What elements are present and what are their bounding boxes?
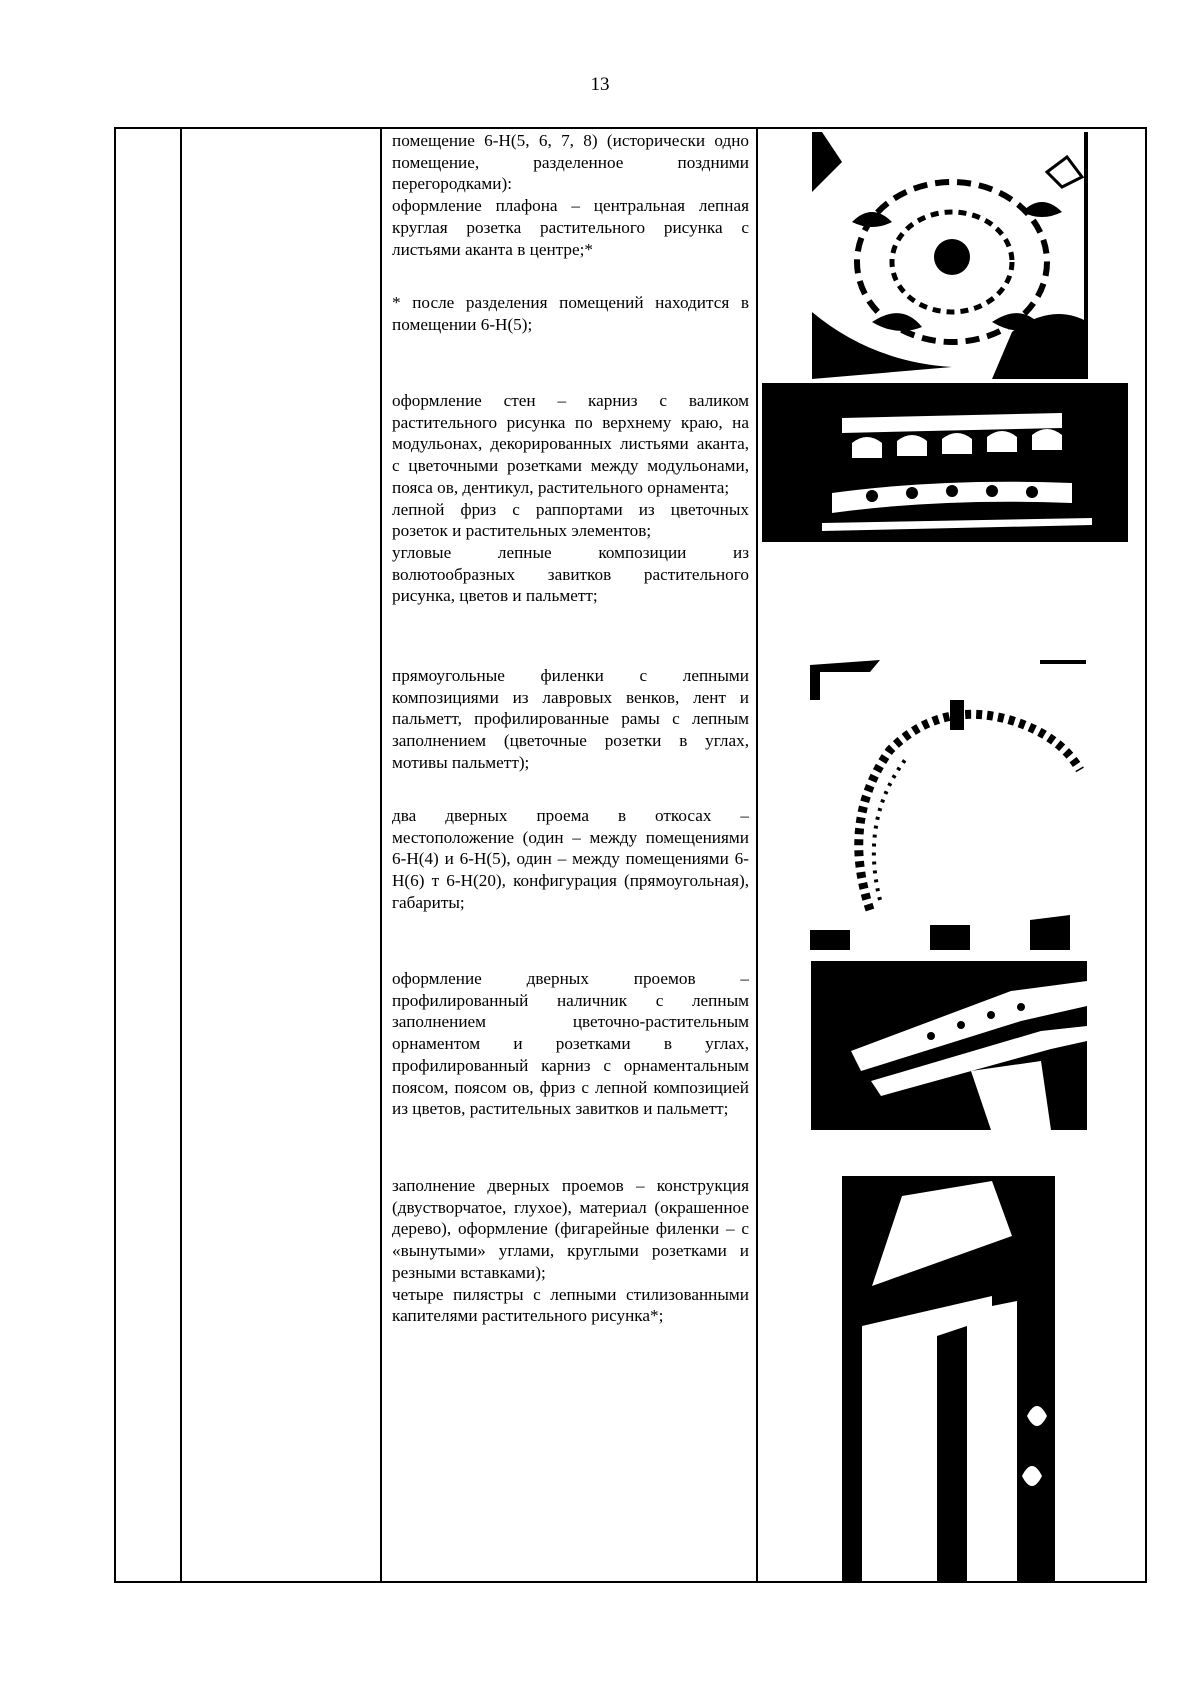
paragraph-door-decoration: [392, 968, 749, 1120]
pilasters-text: четыре пилястры с лепными стилизованными капителями растительного рисунка*;: [392, 1284, 749, 1326]
door-decoration-text: оформление дверных проемов – профилированный наличник с лепным заполнением цветочно-растительным орнаментом и розетками в углах, профилированный карниз с орнаментальным поясом, поясом ов, фриз с лепной композицией из цветов, растительных завитков и пальметт;: [392, 969, 749, 1119]
door-filling-text: заполнение дверных проемов – конструкция (двустворчатое, глухое), материал (окрашенное дерево), оформление (фигарейные филенки – с «вынутыми» углами, круглыми розетками и резными вставками);: [392, 1176, 749, 1282]
column-divider-1: [180, 127, 182, 1583]
paragraph-walls: [392, 390, 749, 607]
paragraph-panels: [392, 665, 749, 774]
wall-cornice-photo: [762, 383, 1128, 542]
wall-panel-wreath-photo: [810, 660, 1086, 950]
column-divider-3: [756, 127, 758, 1583]
walls-cornice: оформление стен – карниз с валиком растительного рисунка по верхнему краю, на модульонах, декорированных листьями аканта, с цветочными розетками между модульонами, пояса ов, дентикул, растительного орнамента;: [392, 391, 749, 497]
door-leaf-pilaster-photo: [842, 1176, 1055, 1581]
walls-corners: угловые лепные композиции из волютообразных завитков растительного рисунка, цветов и пальметт;: [392, 542, 749, 606]
paragraph-footnote: [392, 292, 749, 335]
walls-frieze: лепной фриз с раппортами из цветочных розеток и растительных элементов;: [392, 499, 749, 541]
ceiling-rosette-photo: [812, 132, 1088, 379]
paragraph-door-filling: [392, 1175, 749, 1327]
page-number: 13: [590, 74, 610, 95]
paragraph-room: [392, 130, 749, 260]
column-divider-2: [380, 127, 382, 1583]
panels-text: прямоугольные филенки с лепными композициями из лавровых венков, лент и пальметт, профилированные рамы с лепным заполнением (цветочные розетки в углах, мотивы пальметт);: [392, 666, 749, 772]
paragraph-doorways: [392, 805, 749, 914]
doorways-text: два дверных проема в откосах – местоположение (один – между помещениями 6-Н(4) и 6-Н(5), один – между помещениями 6-Н(6) т 6-Н(20), конфигурация (прямоугольная), габариты;: [392, 806, 749, 912]
ceiling-decoration: оформление плафона – центральная лепная круглая розетка растительного рисунка с листьями аканта в центре;*: [392, 196, 749, 259]
door-cornice-photo: [811, 961, 1087, 1130]
room-heading: помещение 6-Н(5, 6, 7, 8) (исторически одно помещение, разделенное поздними перегородками):: [392, 131, 749, 194]
footnote-text: * после разделения помещений находится в помещении 6-Н(5);: [392, 293, 749, 334]
